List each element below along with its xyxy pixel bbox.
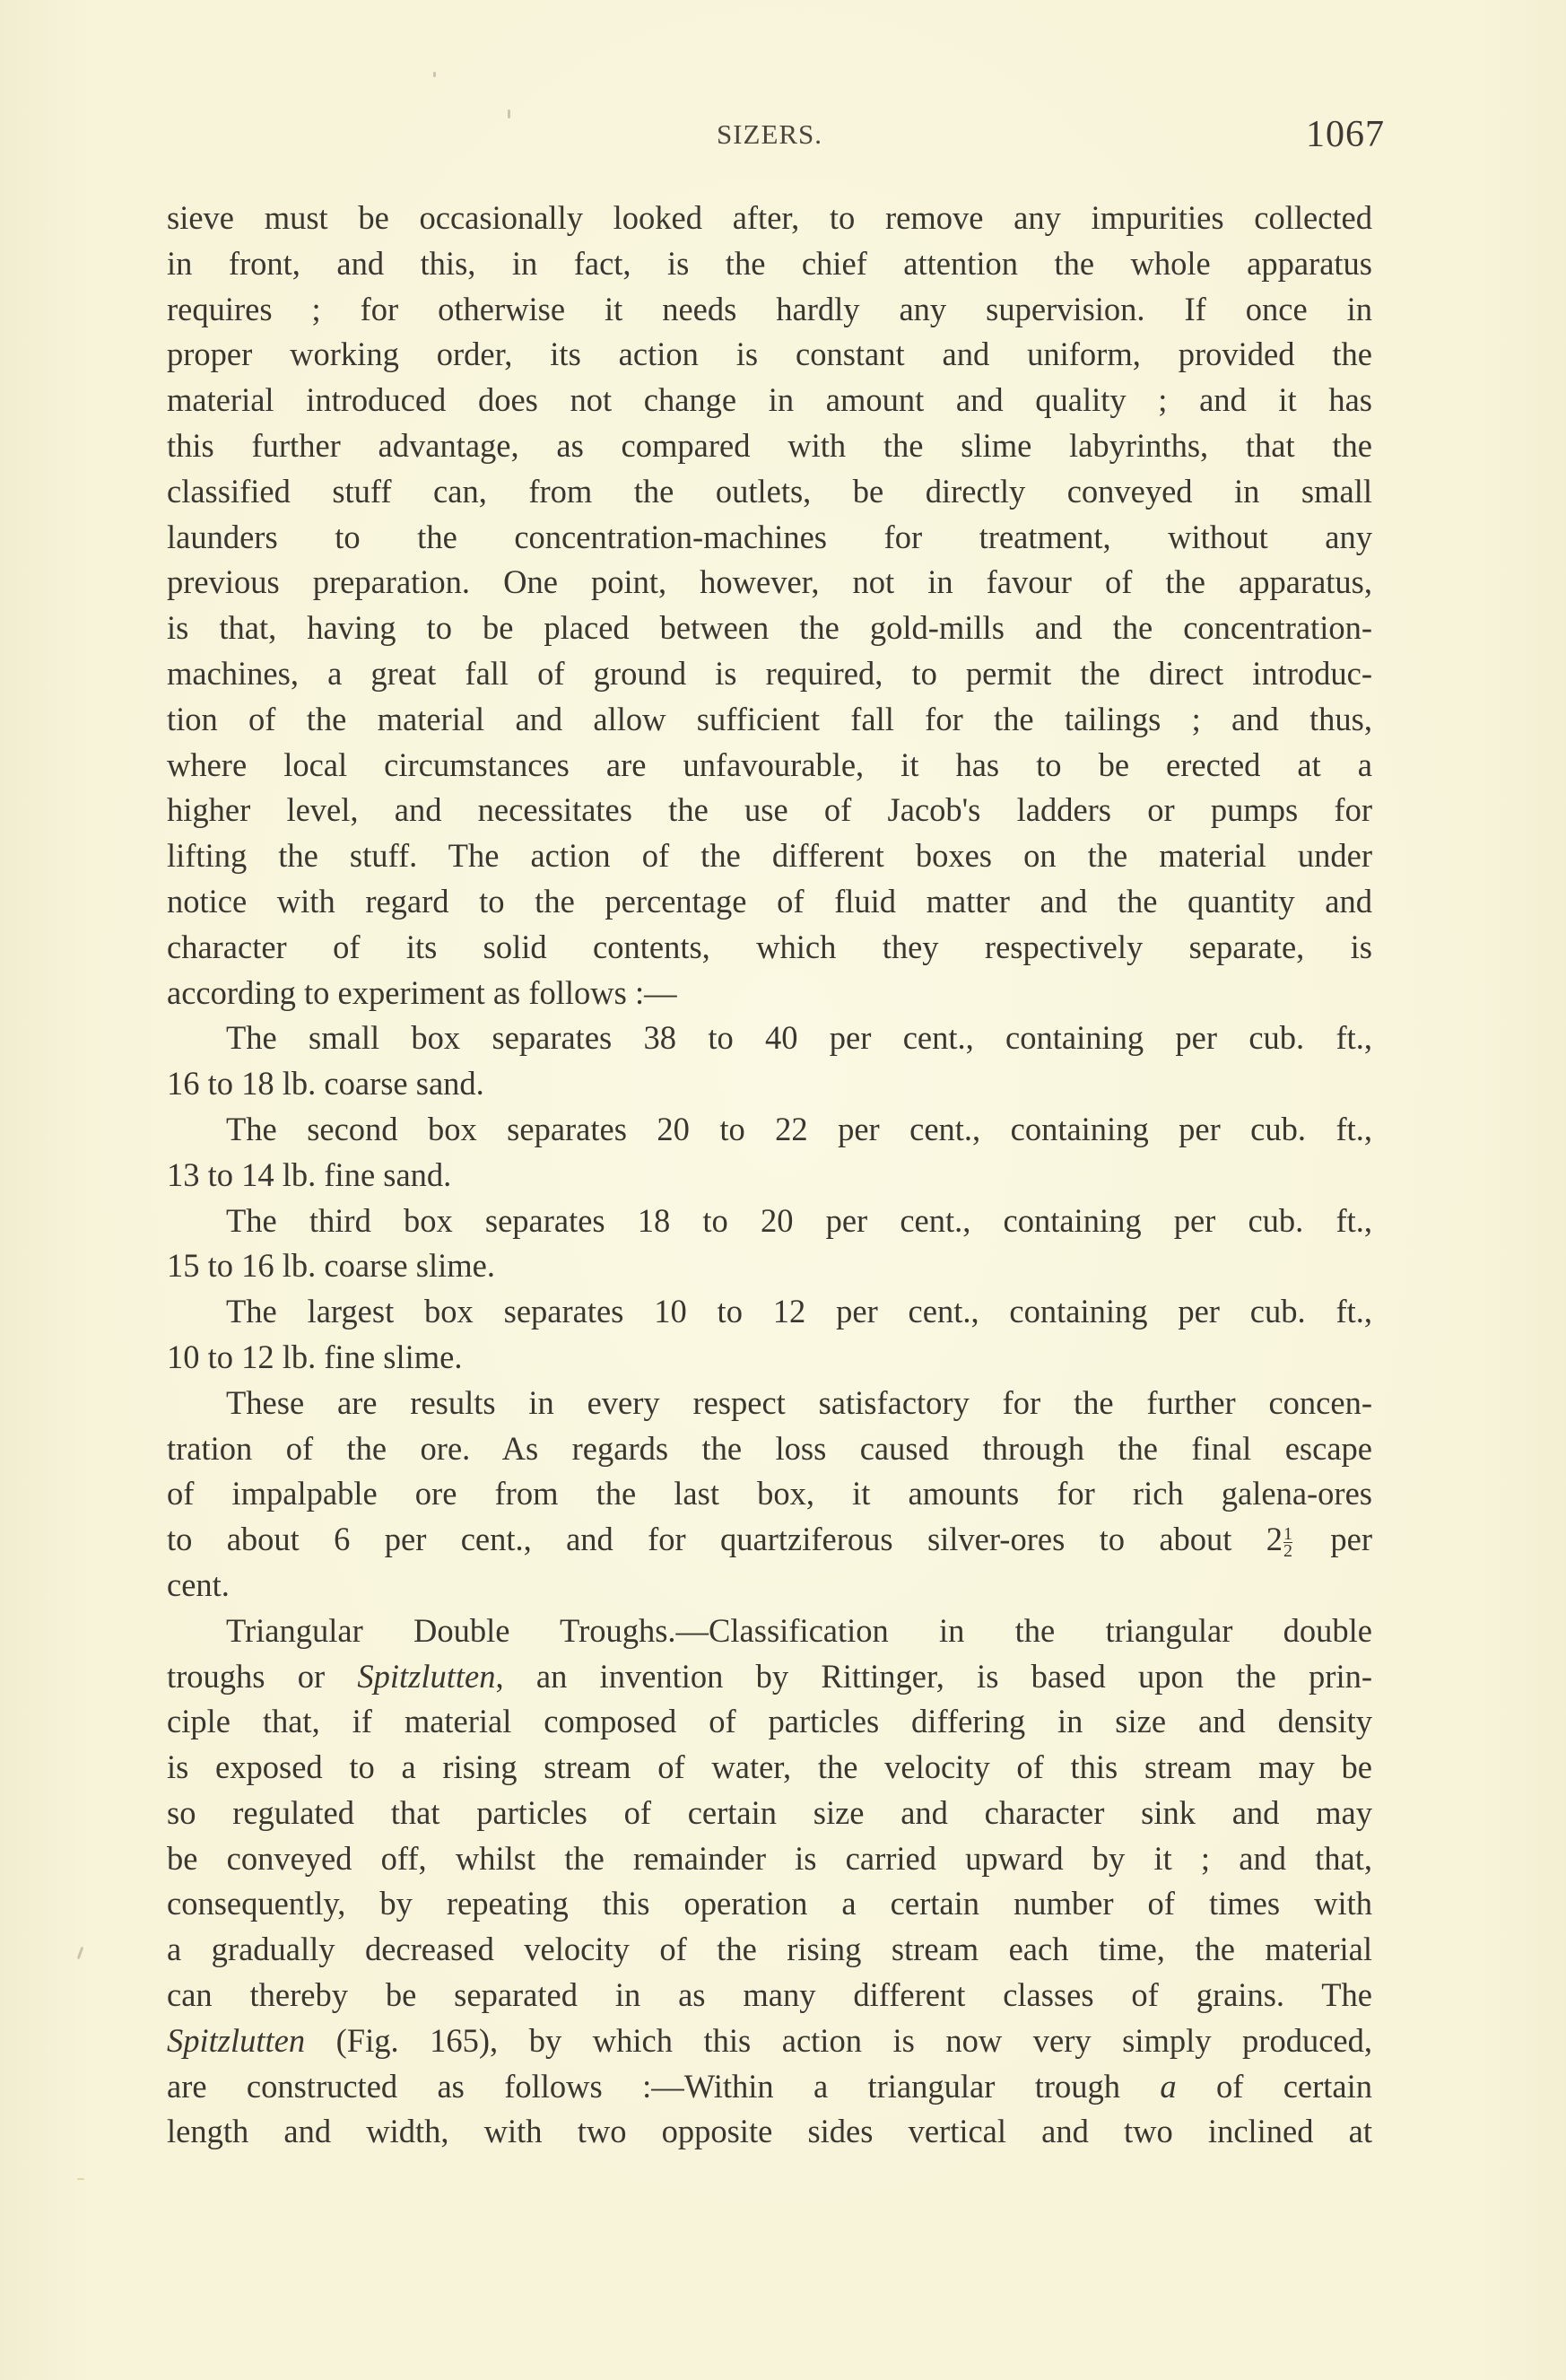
page-number: 1067	[1306, 114, 1385, 155]
result-line-third-box: The third box separates 18 to 20 per cent., containing per cub. ft.,	[226, 1201, 1372, 1239]
body-text	[167, 196, 1372, 2155]
text-line	[167, 2064, 1372, 2110]
result-line-small-box: The small box separates 38 to 40 per cent., containing per cub. ft.,	[226, 1019, 1372, 1057]
text-line: where local circumstances are unfavourable, it has to be erected at a	[167, 745, 1372, 783]
paper-speck	[508, 109, 510, 118]
text-line: consequently, by repeating this operation a certain number of times with	[167, 1885, 1372, 1922]
text-line-with-fraction	[167, 1517, 1372, 1563]
text-line: These are results in every respect satisfactory for the further concen-	[226, 1383, 1372, 1421]
text-line: classified stuff can, from the outlets, be directly conveyed in small	[167, 472, 1372, 510]
text-segment: per	[1296, 1521, 1372, 1558]
text-line: is that, having to be placed between the gold-mills and the concentration-	[167, 609, 1372, 647]
text-line: 15 to 16 lb. coarse slime.	[167, 1247, 495, 1285]
text-line: cent.	[167, 1565, 230, 1603]
running-head	[167, 113, 1385, 158]
fraction-numerator: 1	[1283, 1524, 1293, 1545]
italic-term: Spitzlutten	[167, 2021, 306, 2059]
text-line: in front, and this, in fact, is the chief attention the whole apparatus	[167, 244, 1372, 282]
fraction-one-half	[1283, 1524, 1293, 1562]
text-line: can thereby be separated in as many different classes of grains. The	[167, 1976, 1372, 2014]
text-line: is exposed to a rising stream of water, the velocity of this stream may be	[167, 1748, 1372, 1786]
text-line: ciple that, if material composed of particles differing in size and density	[167, 1703, 1372, 1740]
text-line: tion of the material and allow sufficient fall for the tailings ; and thus,	[167, 700, 1372, 737]
text-line: launders to the concentration-machines for treatment, without any	[167, 518, 1372, 555]
paper-speck	[77, 2178, 84, 2180]
text-line: machines, a great fall of ground is required, to permit the direct introduc-	[167, 654, 1372, 692]
text-line: according to experiment as follows :—	[167, 973, 677, 1011]
text-line: character of its solid contents, which they respectively separate, is	[167, 928, 1372, 965]
text-line: 10 to 12 lb. fine slime.	[167, 1338, 463, 1375]
result-line-second-box: The second box separates 20 to 22 per cent., containing per cub. ft.,	[226, 1110, 1372, 1147]
italic-variable: a	[1160, 2067, 1177, 2105]
text-line: a gradually decreased velocity of the rising stream each time, the material	[167, 1931, 1372, 1968]
text-line: higher level, and necessitates the use of Jacob's ladders or pumps for	[167, 791, 1372, 829]
text-line: be conveyed off, whilst the remainder is carried upward by it ; and that,	[167, 1839, 1372, 1877]
text-segment: to about 6 per cent., and for quartziferous silver-ores to about 2	[167, 1521, 1283, 1558]
text-line: proper working order, its action is constant and uniform, provided the	[167, 336, 1372, 373]
text-line: this further advantage, as compared with the slime labyrinths, that the	[167, 426, 1372, 464]
running-title: SIZERS.	[716, 118, 823, 150]
text-line	[167, 1654, 1372, 1700]
text-line: notice with regard to the percentage of fluid matter and the quantity and	[167, 882, 1372, 920]
text-line	[167, 2018, 1372, 2064]
text-line: requires ; for otherwise it needs hardly any supervision. If once in	[167, 290, 1372, 327]
text-line: lifting the stuff. The action of the different boxes on the material under	[167, 837, 1372, 875]
paper-speck	[433, 72, 436, 77]
text-segment: troughs or	[167, 1657, 358, 1695]
text-line: material introduced does not change in amount and quality ; and it has	[167, 381, 1372, 419]
text-segment: of certain	[1176, 2067, 1372, 2105]
section-lead-triangular-double-troughs: Triangular Double Troughs.—Classification in the triangular double	[226, 1611, 1372, 1649]
text-line: 13 to 14 lb. fine sand.	[167, 1155, 452, 1193]
text-line: previous preparation. One point, however, not in favour of the apparatus,	[167, 563, 1372, 601]
text-line: length and width, with two opposite sides vertical and two inclined at	[167, 2113, 1372, 2150]
result-line-largest-box: The largest box separates 10 to 12 per cent., containing per cub. ft.,	[226, 1293, 1372, 1330]
italic-term: Spitzlutten	[357, 1657, 496, 1695]
fraction-denominator: 2	[1283, 1541, 1293, 1562]
text-segment: (Fig. 165), by which this action is now very simply produced,	[305, 2021, 1372, 2059]
text-segment: , an invention by Rittinger, is based upon the prin-	[495, 1657, 1373, 1695]
text-line: of impalpable ore from the last box, it amounts for rich galena-ores	[167, 1475, 1372, 1513]
text-line: 16 to 18 lb. coarse sand.	[167, 1065, 484, 1103]
text-line: so regulated that particles of certain size and character sink and may	[167, 1793, 1372, 1831]
text-line: tration of the ore. As regards the loss caused through the final escape	[167, 1429, 1372, 1467]
paper-speck	[77, 1947, 84, 1959]
text-segment: are constructed as follows :—Within a triangular trough	[167, 2067, 1161, 2105]
text-line: sieve must be occasionally looked after, to remove any impurities collected	[167, 199, 1372, 236]
